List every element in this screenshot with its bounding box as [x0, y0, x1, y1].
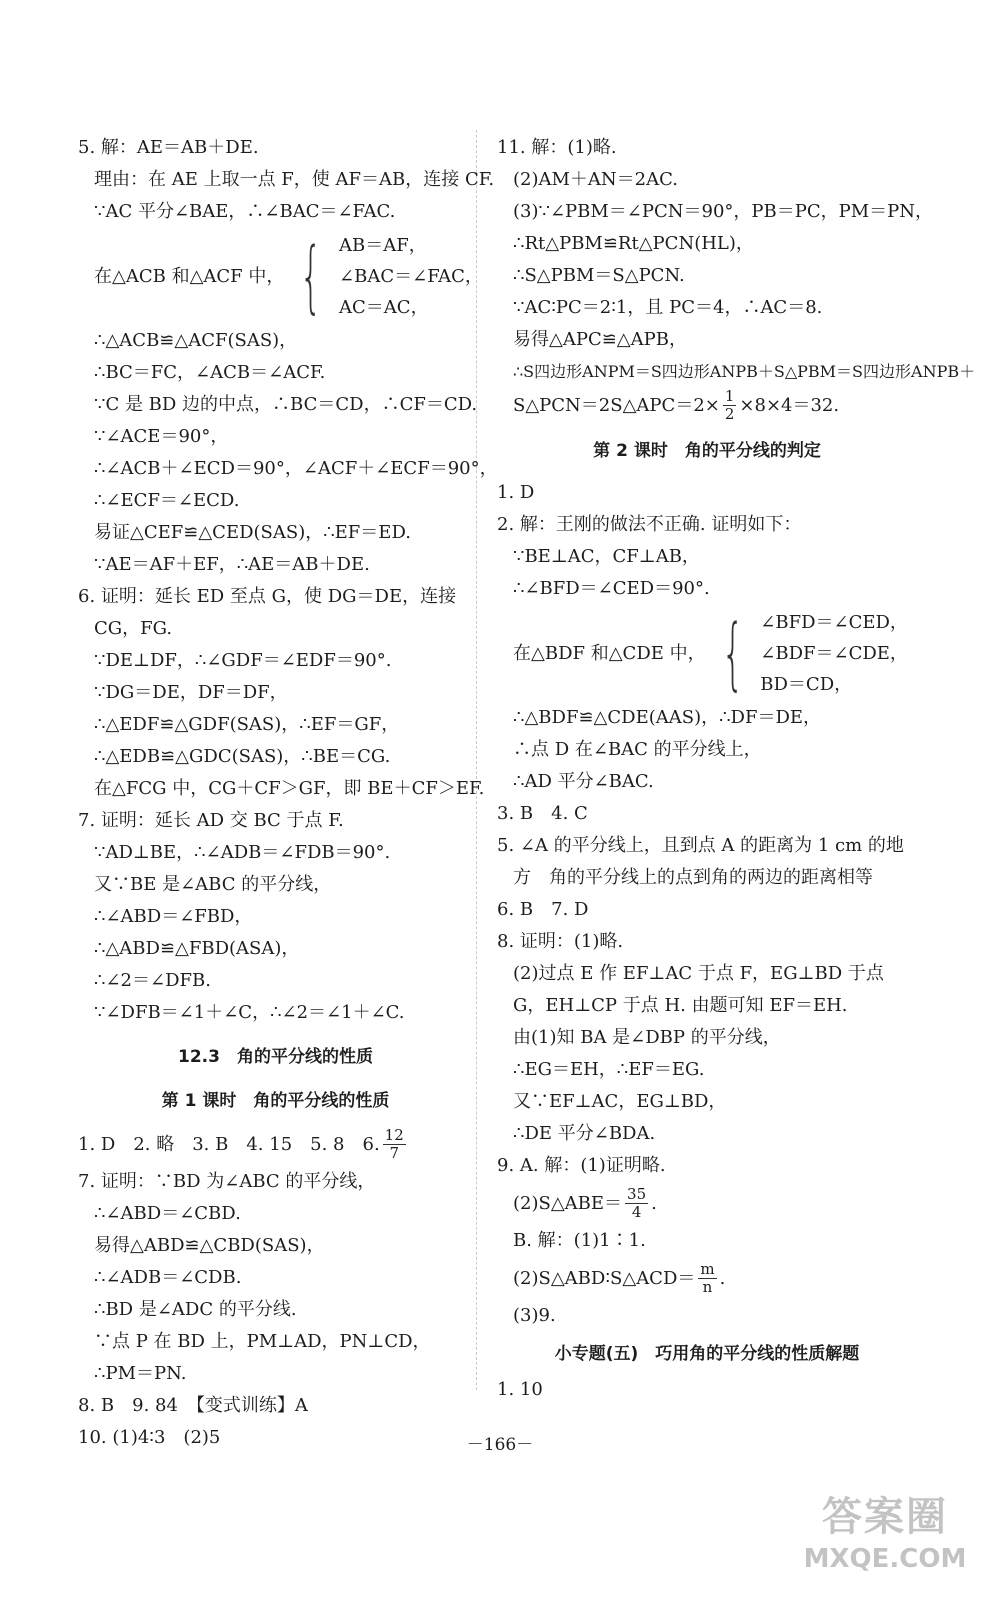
q7b-line-7: ∴PM＝PN.: [94, 1363, 187, 1384]
q5-line-2: 理由：在 AE 上取一点 F，使 AF＝AB，连接 CF.: [94, 169, 495, 190]
q7b-line-2: ∴∠ABD＝∠CBD.: [94, 1203, 241, 1224]
q7-line-3: 又∵BE 是∠ABC 的平分线，: [94, 874, 332, 895]
lesson-2-title: 第 2 课时 角的平分线的判定: [593, 441, 821, 461]
q7-line-7: ∵∠DFB＝∠1＋∠C，∴∠2＝∠1＋∠C.: [94, 1002, 405, 1023]
q8-line-5: ∴EG＝EH，∴EF＝EG.: [513, 1059, 705, 1080]
special-topic-title: 小专题(五) 巧用角的平分线的性质解题: [554, 1344, 860, 1364]
q11-line-2: (2)AM＋AN＝2AC.: [513, 169, 678, 190]
q7-line-1: 7. 证明：延长 AD 交 BC 于点 F.: [78, 810, 344, 831]
q7b-line-3: 易得△ABD≌△CBD(SAS)，: [94, 1235, 325, 1256]
brace-icon: {: [300, 231, 323, 322]
q11-line-6: ∵AC∶PC＝2∶1，且 PC＝4，∴AC＝8.: [513, 297, 823, 318]
q5-congruence-system: [78, 230, 483, 323]
q11-line-9: [497, 388, 917, 423]
q11-line-3: (3)∵∠PBM＝∠PCN＝90°，PB＝PC，PM＝PN，: [513, 201, 934, 222]
q11-line-8: ∴S四边形ANPM＝S四边形ANPB＋S△PBM＝S四边形ANPB＋: [513, 362, 976, 381]
q5-line-5: ∴BC＝FC，∠ACB＝∠ACF.: [94, 362, 326, 383]
q11-line-9-suffix: ×8×4＝32.: [739, 394, 840, 416]
q9-line-2-suffix: .: [651, 1192, 657, 1214]
q6-line-6: ∴△EDB≌△GDC(SAS)，∴BE＝CG.: [94, 746, 391, 767]
q9-line-4: [497, 1261, 917, 1296]
q9-line-5: (3)9.: [513, 1305, 556, 1326]
q5-brace-prefix: 在△ACB 和△ACF 中，: [94, 265, 285, 287]
q7b-line-5: ∴BD 是∠ADC 的平分线.: [94, 1299, 297, 1320]
answers-8-9: 8. B 9. 84 【变式训练】A: [78, 1395, 308, 1416]
q2-line-3: ∴∠BFD＝∠CED＝90°.: [513, 578, 710, 599]
fraction-denominator: 4: [631, 1203, 642, 1221]
q2-line-4: ∴△BDF≌△CDE(AAS)，∴DF＝DE，: [513, 707, 822, 728]
q11-line-7: 易得△APC≌△APB，: [513, 329, 687, 350]
brace-icon: {: [721, 608, 744, 699]
q5-line-9: ∴∠ECF＝∠ECD.: [94, 490, 240, 511]
q5-line-3: ∵AC 平分∠BAE，∴∠BAC＝∠FAC.: [94, 201, 396, 222]
fraction: [383, 1127, 406, 1162]
q11-line-5: ∴S△PBM＝S△PCN.: [513, 265, 685, 286]
q7-line-5: ∴△ABD≌△FBD(ASA)，: [94, 938, 300, 959]
q5-line-1: 5. 解：AE＝AB＋DE.: [78, 137, 259, 158]
left-column: [78, 132, 498, 1454]
q6-line-3: ∵DE⊥DF，∴∠GDF＝∠EDF＝90°.: [94, 650, 392, 671]
q5-brace-line-3: AC＝AC，: [339, 297, 429, 318]
q5-line-10: 易证△CEF≌△CED(SAS)，∴EF＝ED.: [94, 522, 411, 543]
answers-3-4: 3. B 4. C: [497, 803, 588, 824]
right-column: [497, 132, 976, 1406]
q5-line-8: ∴∠ACB＋∠ECD＝90°，∠ACF＋∠ECF＝90°，: [94, 458, 498, 479]
q2-brace-prefix: 在△BDF 和△CDE 中，: [513, 642, 706, 664]
q7b-line-4: ∴∠ADB＝∠CDB.: [94, 1267, 242, 1288]
q2-brace-line-3: BD＝CD，: [760, 674, 853, 695]
fraction-denominator: n: [702, 1278, 713, 1296]
q8-line-2: (2)过点 E 作 EF⊥AC 于点 F，EG⊥BD 于点: [513, 963, 884, 984]
q2-line-5: ∴点 D 在∠BAC 的平分线上，: [513, 739, 762, 760]
q6-line-5: ∴△EDF≌△GDF(SAS)，∴EF＝GF，: [94, 714, 400, 735]
q9-line-2: [497, 1186, 917, 1221]
fraction: [625, 1186, 648, 1221]
q5-line-6: ∵C 是 BD 边的中点，∴BC＝CD，∴CF＝CD.: [94, 394, 478, 415]
q9-line-3: B. 解：(1)1∶1.: [513, 1230, 646, 1251]
q7-line-6: ∴∠2＝∠DFB.: [94, 970, 211, 991]
q7b-line-1: 7. 证明：∵BD 为∠ABC 的平分线，: [78, 1171, 376, 1192]
q11-line-9-prefix: S△PCN＝2S△APC＝2×: [513, 394, 720, 416]
q5r-line-1: 5. ∠A 的平分线上，且到点 A 的距离为 1 cm 的地: [497, 835, 904, 856]
q5-line-4: ∴△ACB≌△ACF(SAS)，: [94, 330, 298, 351]
fraction: [723, 388, 737, 423]
q9-line-1: 9. A. 解：(1)证明略.: [497, 1155, 666, 1176]
q2-brace-line-2: ∠BDF＝∠CDE，: [760, 643, 908, 664]
q9-line-4-prefix: (2)S△ABD∶S△ACD＝: [513, 1267, 696, 1289]
q2-line-1: 2. 解：王刚的做法不正确. 证明如下：: [497, 514, 802, 535]
answer-10: 10. (1)4∶3 (2)5: [78, 1427, 221, 1448]
q9-line-2-prefix: (2)S△ABE＝: [513, 1192, 623, 1214]
fraction-numerator: 12: [384, 1126, 404, 1144]
q6-line-1: 6. 证明：延长 ED 至点 G，使 DG＝DE，连接: [78, 586, 457, 607]
q5-brace-line-2: ∠BAC＝∠FAC，: [339, 266, 483, 287]
q8-line-1: 8. 证明：(1)略.: [497, 931, 624, 952]
q11-line-4: ∴Rt△PBM≌Rt△PCN(HL)，: [513, 233, 754, 254]
watermark-url: MXQE.COM: [803, 1544, 967, 1574]
lesson-1-title: 第 1 课时 角的平分线的性质: [161, 1091, 390, 1111]
q2-congruence-system: [497, 607, 917, 700]
q5-line-11: ∵AE＝AF＋EF，∴AE＝AB＋DE.: [94, 554, 370, 575]
answers-6-7: 6. B 7. D: [497, 899, 589, 920]
q2-line-6: ∴AD 平分∠BAC.: [513, 771, 654, 792]
lesson1-answers-1-6: [78, 1127, 473, 1162]
fraction: [698, 1261, 716, 1296]
fraction-numerator: 35: [627, 1185, 647, 1203]
q6-line-4: ∵DG＝DE，DF＝DF，: [94, 682, 288, 703]
q6-line-7: 在△FCG 中，CG＋CF＞GF，即 BE＋CF＞EF.: [94, 778, 485, 799]
special-answer-1: 1. 10: [497, 1379, 543, 1400]
watermark-logo-text: 答案圈: [822, 1494, 948, 1540]
answers-prefix: 1. D 2. 略 3. B 4. 15 5. 8 6.: [78, 1133, 380, 1155]
q5r-line-2: 方 角的平分线上的点到角的两边的距离相等: [513, 867, 873, 888]
q8-line-7: ∴DE 平分∠BDA.: [513, 1123, 656, 1144]
q8-line-3: G，EH⊥CP 于点 H. 由题可知 EF＝EH.: [513, 995, 848, 1016]
q5-brace-line-1: AB＝AF，: [339, 235, 427, 256]
q6-line-2: CG，FG.: [94, 618, 173, 639]
q8-line-4: 由(1)知 BA 是∠DBP 的平分线，: [513, 1027, 781, 1048]
section-title: 12.3 角的平分线的性质: [178, 1047, 373, 1067]
fraction-denominator: 2: [724, 405, 735, 423]
q11-line-1: 11. 解：(1)略.: [497, 137, 617, 158]
fraction-numerator: m: [700, 1260, 715, 1278]
page-number: －166－: [466, 1435, 534, 1455]
q7-line-4: ∴∠ABD＝∠FBD，: [94, 906, 253, 927]
q5-line-7: ∵∠ACE＝90°，: [94, 426, 229, 447]
q7b-line-6: ∵点 P 在 BD 上，PM⊥AD，PN⊥CD，: [94, 1331, 431, 1352]
fraction-denominator: 7: [389, 1144, 399, 1162]
fraction-numerator: 1: [724, 387, 735, 405]
q8-line-6: 又∵EF⊥AC，EG⊥BD，: [513, 1091, 727, 1112]
q2-line-2: ∵BE⊥AC，CF⊥AB，: [513, 546, 700, 567]
watermark-logo: [800, 1485, 970, 1595]
q2-brace-line-1: ∠BFD＝∠CED，: [760, 612, 908, 633]
q9-line-4-suffix: .: [719, 1267, 726, 1289]
lesson2-answer-1: 1. D: [497, 482, 535, 503]
q7-line-2: ∵AD⊥BE，∴∠ADB＝∠FDB＝90°.: [94, 842, 391, 863]
